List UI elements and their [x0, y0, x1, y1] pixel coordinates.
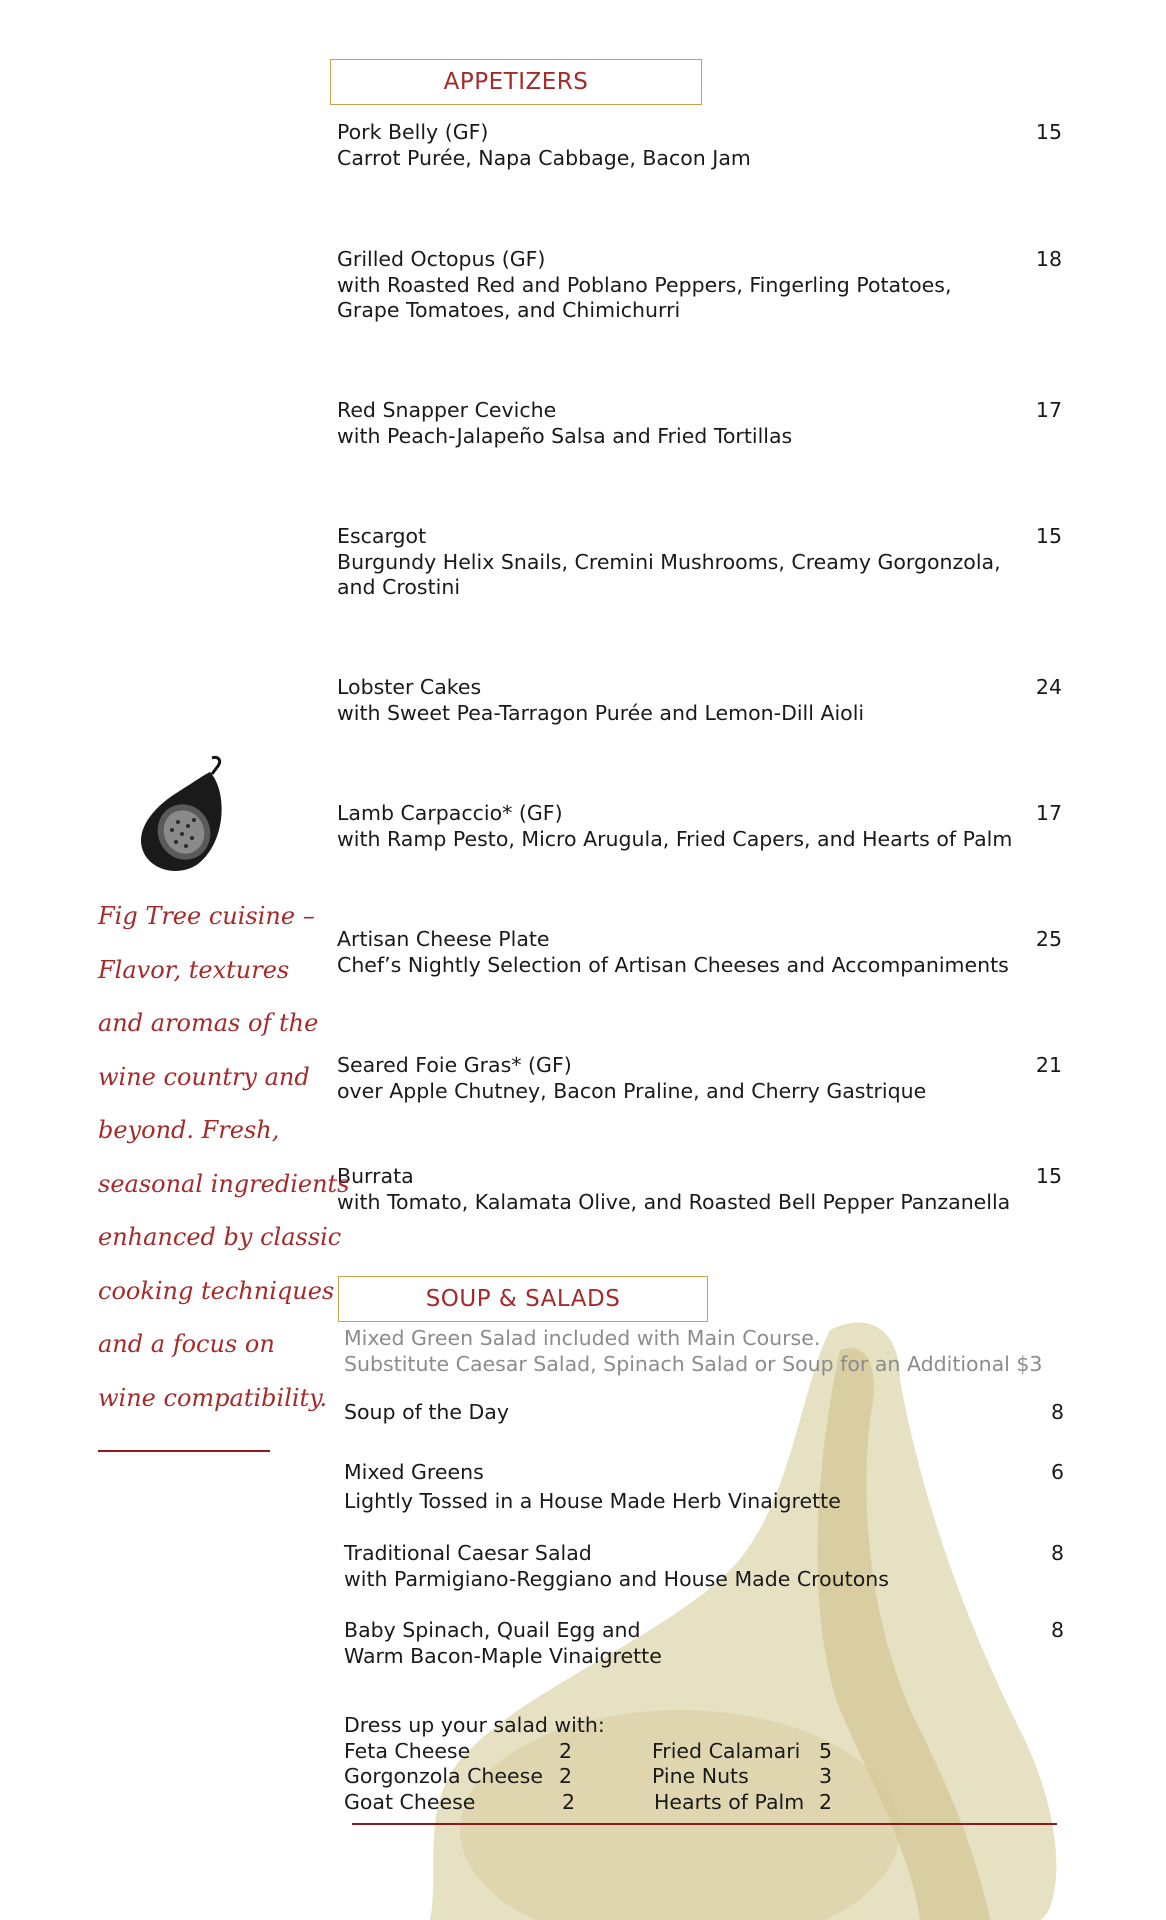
- quote-line: Flavor, textures: [98, 955, 290, 984]
- menu-item: [337, 247, 1062, 324]
- item-price: 8: [1050, 1618, 1064, 1642]
- menu-item: [337, 675, 1062, 726]
- menu-item: [344, 1618, 1064, 1669]
- item-name: Artisan Cheese Plate: [337, 927, 550, 951]
- add-on-price: 3: [819, 1764, 833, 1788]
- cuisine-quote: [98, 890, 350, 1425]
- item-name: Baby Spinach, Quail Egg and: [344, 1618, 641, 1642]
- item-name: Traditional Caesar Salad: [344, 1541, 592, 1565]
- add-on-price: 2: [559, 1764, 573, 1788]
- add-on-name: Feta Cheese: [344, 1738, 471, 1763]
- item-description: with Sweet Pea-Tarragon Purée and Lemon-Dill Aioli: [337, 700, 865, 725]
- add-on-price: 2: [819, 1789, 833, 1814]
- quote-line: seasonal ingredients: [98, 1169, 350, 1198]
- menu-item: [337, 524, 1062, 601]
- item-description: Grape Tomatoes, and Chimichurri: [337, 298, 681, 322]
- item-price: 15: [1035, 524, 1062, 548]
- item-name: Lobster Cakes: [337, 675, 482, 699]
- quote-line: wine compatibility.: [98, 1383, 328, 1412]
- item-description: with Roasted Red and Poblano Peppers, Fingerling Potatoes,: [337, 272, 952, 297]
- menu-item: [337, 1053, 1062, 1104]
- item-price: 18: [1035, 247, 1062, 271]
- item-description: Chef’s Nightly Selection of Artisan Cheeses and Accompaniments: [337, 952, 1009, 977]
- appetizers-heading-box: [330, 59, 702, 105]
- menu-item: [337, 398, 1062, 449]
- quote-line: beyond. Fresh,: [98, 1116, 280, 1144]
- item-description: Burgundy Helix Snails, Cremini Mushrooms, Creamy Gorgonzola,: [337, 549, 1001, 574]
- item-name: Grilled Octopus (GF): [337, 247, 546, 271]
- menu-item: [337, 801, 1062, 852]
- item-name: Soup of the Day: [344, 1400, 509, 1424]
- item-description: with Peach-Jalapeño Salsa and Fried Tortillas: [337, 423, 793, 448]
- quote-line: wine country and: [98, 1062, 310, 1091]
- menu-item: [344, 1400, 1064, 1426]
- item-name: Mixed Greens: [344, 1460, 484, 1484]
- item-description: Warm Bacon-Maple Vinaigrette: [344, 1643, 662, 1668]
- soup-salads-heading: SOUP & SALADS: [425, 1286, 621, 1312]
- item-price: 17: [1035, 398, 1062, 422]
- quote-line: Fig Tree cuisine –: [98, 902, 315, 930]
- add-on-name: Fried Calamari: [652, 1738, 801, 1763]
- salad-note-line: Mixed Green Salad included with Main Course.: [344, 1326, 821, 1350]
- item-description: with Tomato, Kalamata Olive, and Roasted Bell Pepper Panzanella: [337, 1189, 1011, 1214]
- salad-note: [344, 1326, 1042, 1377]
- item-description: over Apple Chutney, Bacon Praline, and Cherry Gastrique: [337, 1078, 927, 1103]
- item-description: Lightly Tossed in a House Made Herb Vinaigrette: [344, 1489, 841, 1513]
- salad-add-ons: [344, 1713, 864, 1815]
- appetizers-heading: APPETIZERS: [443, 69, 589, 95]
- item-description: Carrot Purée, Napa Cabbage, Bacon Jam: [337, 145, 751, 170]
- soup-salads-heading-box: [338, 1276, 708, 1322]
- item-price: 8: [1050, 1541, 1064, 1565]
- item-name: Red Snapper Ceviche: [337, 398, 557, 422]
- fig-icon: [138, 752, 238, 877]
- menu-item: [344, 1541, 1064, 1592]
- salad-note-line: Substitute Caesar Salad, Spinach Salad or Soup for an Additional $3: [344, 1351, 1043, 1376]
- quote-line: cooking techniques: [98, 1276, 335, 1305]
- item-name: Seared Foie Gras* (GF): [337, 1053, 572, 1077]
- add-on-name: Pine Nuts: [652, 1764, 749, 1788]
- quote-line: enhanced by classic: [98, 1223, 342, 1251]
- item-price: 24: [1035, 675, 1062, 699]
- menu-item: [337, 927, 1062, 978]
- add-ons-title: Dress up your salad with:: [344, 1713, 605, 1737]
- item-price: 25: [1035, 927, 1062, 951]
- add-on-price: 5: [819, 1738, 833, 1763]
- item-name: Lamb Carpaccio* (GF): [337, 801, 563, 825]
- item-price: 8: [1050, 1400, 1064, 1424]
- menu-item: [344, 1458, 1064, 1516]
- add-on-row: [344, 1739, 864, 1765]
- item-name: Escargot: [337, 524, 427, 548]
- add-on-name: Gorgonzola Cheese: [344, 1764, 543, 1788]
- add-on-row: [344, 1790, 864, 1816]
- add-on-price: 2: [559, 1738, 573, 1763]
- item-description: with Ramp Pesto, Micro Arugula, Fried Capers, and Hearts of Palm: [337, 826, 1013, 851]
- item-description: with Parmigiano-Reggiano and House Made Croutons: [344, 1566, 889, 1591]
- quote-line: and aromas of the: [98, 1009, 319, 1037]
- item-name: Burrata: [337, 1164, 414, 1188]
- add-on-row: [344, 1764, 864, 1790]
- bottom-divider: [352, 1823, 1057, 1825]
- menu-item: [337, 1164, 1062, 1215]
- item-price: 17: [1035, 801, 1062, 825]
- item-name: Pork Belly (GF): [337, 120, 489, 144]
- item-price: 15: [1035, 120, 1062, 144]
- item-price: 15: [1035, 1164, 1062, 1188]
- quote-divider: [98, 1450, 270, 1452]
- add-on-price: 2: [562, 1789, 576, 1814]
- add-on-name: Goat Cheese: [344, 1789, 476, 1814]
- add-on-name: Hearts of Palm: [654, 1789, 805, 1814]
- item-description: and Crostini: [337, 575, 461, 599]
- menu-item: [337, 120, 1062, 171]
- item-price: 21: [1035, 1053, 1062, 1077]
- item-price: 6: [1050, 1460, 1064, 1484]
- quote-line: and a focus on: [98, 1330, 275, 1358]
